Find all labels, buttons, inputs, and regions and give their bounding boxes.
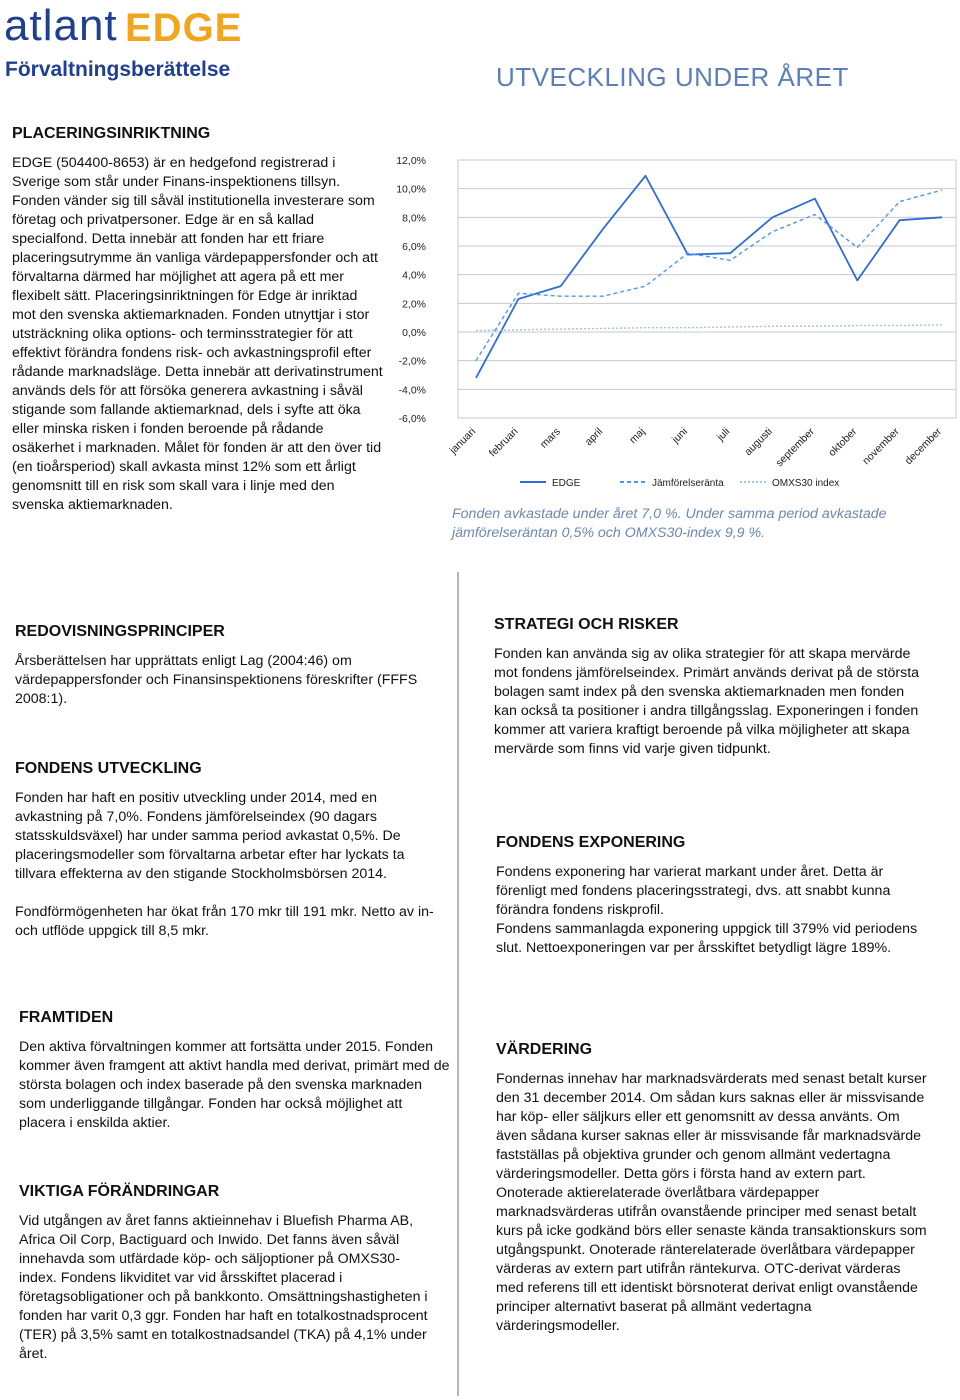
section-framtiden — [19, 1009, 451, 1133]
chart-legend — [520, 478, 839, 489]
y-tick-label: 6,0% — [402, 241, 426, 253]
series-line-edge — [476, 176, 942, 378]
section-heading: REDOVISNINGSPRINCIPER — [15, 623, 225, 640]
section-body: Fondförmögenheten har ökat från 170 mkr till 191 mkr. Netto av in- och utflöde uppgick till 8,5 mkr. — [15, 904, 434, 939]
section-strategi-och-risker — [494, 616, 926, 759]
section-heading: FONDENS EXPONERING — [496, 834, 686, 851]
chart-grid — [458, 160, 956, 418]
legend-label: EDGE — [552, 478, 581, 489]
legend-label: Jämförelseränta — [652, 478, 724, 489]
section-body: Fonden har haft en positiv utveckling under 2014, med en avkastning på 7,0%. Fondens jämförelseindex (90 dagars statsskuldsväxel) har under samma period avkastat 0,5%. De placeringsmodeller som förvaltarna arbetar efter har lyckats ta tillvara effekterna av den stigande Stockholmsbörsen 2014. — [15, 790, 405, 882]
series-line-j-mf-relser-nta — [476, 190, 942, 361]
section-body: EDGE (504400-8653) är en hedgefond registrerad i Sverige som står under Finans-inspektionens tillsyn. Fonden vänder sig till såväl institutionella investerare som företag och privatpersoner. Edge är en så kallad specialfond. Detta innebär att fonden har ett friare placeringsutrymme än vanliga värdepappersfonder och att förvaltarna därmed har möjlighet att agera på ett mer flexibelt sätt. Placeringsinriktningen för Edge är inriktad mot den svenska aktiemarknaden. Fonden utnyttjar i stor utsträckning olika options- och terminsstrategier för att effektivt förändra fondens risk- och avkastningsprofil efter rådande marknadsläge. Detta innebär att derivatinstrument används dels för att försöka generera avkastning i såväl stigande som fallande aktiemarknad, dels i syfte att öka eller minska risken i fonden beroende på rådande osäkerhet i marknaden. Målet för fonden är att den över tid (en tioårsperiod) skall avkasta minst 12% som ett årligt genomsnitt till en risk som skall vara i linje med den svenska aktiemarknaden. — [12, 155, 383, 513]
x-tick-label: september — [773, 425, 818, 470]
y-tick-label: 12,0% — [396, 155, 426, 167]
section-body: Fondens exponering har varierat markant under året. Detta är förenligt med fondens placeringsstrategi, dvs. att snabbt kunna förändra fondens riskprofil. — [496, 864, 891, 918]
y-tick-label: 2,0% — [402, 298, 426, 311]
section-body: Fonden kan använda sig av olika strategier för att skapa mervärde mot fondens jämförelseindex. Primärt används derivat på de största bolagen samt index på den svenska aktiemarknaden men fonden kan också ta positioner i andra tillgångsslag. Exponeringen i fonden kommer att variera kraftigt beroende på vilka möjligheter att skapa mervärde som finns vid varje given tidpunkt. — [494, 646, 920, 757]
brand-atlant: atlant — [4, 1, 118, 50]
y-tick-label: -4,0% — [398, 384, 426, 397]
chart-series — [476, 176, 942, 378]
x-tick-label: maj — [627, 425, 648, 447]
section-vardering — [496, 1041, 928, 1336]
section-heading: VIKTIGA FÖRÄNDRINGAR — [19, 1183, 220, 1200]
y-tick-label: 8,0% — [402, 212, 426, 225]
section-viktiga-forandringar — [19, 1183, 429, 1364]
x-tick-label: oktober — [826, 425, 860, 459]
section-heading: FRAMTIDEN — [19, 1009, 114, 1026]
y-tick-label: 10,0% — [396, 183, 426, 196]
section-body: Årsberättelsen har upprättats enligt Lag (2004:46) om värdepappersfonder och Finansinspektionens föreskrifter (FFFS 2008:1). — [15, 653, 418, 707]
section-placeringsinriktning — [12, 125, 384, 515]
page-heading: UTVECKLING UNDER ÅRET — [496, 62, 849, 92]
y-tick-label: 4,0% — [402, 269, 426, 282]
series-line-omxs30-index — [476, 325, 942, 331]
section-body: Den aktiva förvaltningen kommer att fortsätta under 2015. Fonden kommer även framgent att aktivt handla med derivat, primärt med de största bolagen och index baserade på den svenska marknaden som underliggande tillgångar. Fonden har också möjlighet att placera i enskilda aktier. — [19, 1039, 450, 1131]
x-tick-label: juni — [669, 425, 690, 446]
x-tick-label: april — [582, 425, 606, 449]
x-tick-label: mars — [537, 425, 563, 451]
section-body: Fondernas innehav har marknadsvärderats med senast betalt kurser den 31 december 2014. Om sådan kurs saknas eller är missvisande har köp- eller säljkurs eller ett genomsnitt av dessa använts. Om även sådana kurser saknas eller är missvisande får marknadsvärde fastställas på objektiva grunder och genom allmänt vedertagna värderingsmodeller. Detta görs i första hand av extern part. Onoterade aktierelaterade överlåtbara värdepapper marknadsvärderas utifrån ovanstående principer med senast betalt kurs på icke godkänd börs eller senaste kända transaktionskurs som utgångspunkt. Onoterade ränterelaterade överlåtbara värdepapper värderas av extern part utifrån räntekurva. OTC-derivat värderas med referens till ett identiskt börsnoterat derivat enligt ovanstående principer alternativt baserat på allmänt vedertagna värderingsmodeller. — [496, 1071, 927, 1334]
plot-area — [458, 160, 956, 418]
brand-edge: EDGE — [125, 6, 243, 50]
y-tick-label: 0,0% — [402, 327, 426, 339]
section-fondens-utveckling — [15, 760, 435, 941]
x-tick-label: januari — [447, 425, 479, 457]
section-heading: STRATEGI OCH RISKER — [494, 616, 679, 633]
section-redovisningsprinciper — [15, 623, 435, 709]
chart-x-axis — [447, 425, 945, 469]
y-tick-label: -6,0% — [398, 413, 426, 425]
y-tick-label: -2,0% — [398, 355, 426, 368]
section-body: Vid utgången av året fanns aktieinnehav i Bluefish Pharma AB, Africa Oil Corp, Bactiguard och Inwido. Det fanns även såväl innehavda som utfärdade köp- och säljoptioner på OMXS30-index. Fondens likviditet var vid årsskiftet placerad i företagsobligationer och på bankkonto. Omsättningshastigheten i fonden har varit 0,3 ggr. Fonden har haft en totalkostnadsprocent (TER) på 3,5% samt en totalkostnadsandel (TKA) på 4,1% under året. — [19, 1213, 428, 1362]
x-tick-label: augusti — [742, 425, 775, 459]
x-tick-label: februari — [486, 425, 521, 460]
document-title: Förvaltningsberättelse — [5, 58, 231, 81]
section-heading: FONDENS UTVECKLING — [15, 760, 202, 777]
performance-chart — [396, 148, 960, 500]
chart-caption: Fonden avkastade under året 7,0 %. Under samma period avkastade jämförelseräntan 0,5% och OMXS30-index 9,9 %. — [452, 506, 887, 541]
x-tick-label: november — [860, 425, 902, 468]
x-tick-label: juli — [714, 425, 733, 444]
section-body: Fondens sammanlagda exponering uppgick till 379% vid periodens slut. Nettoexponeringen var per årsskiftet betydligt lägre 189%. — [496, 921, 918, 956]
x-tick-label: december — [902, 425, 945, 468]
section-fondens-exponering — [496, 834, 928, 958]
section-heading: PLACERINGSINRIKTNING — [12, 125, 211, 142]
legend-label: OMXS30 index — [772, 478, 840, 489]
chart-y-axis — [396, 155, 426, 425]
section-heading: VÄRDERING — [496, 1041, 593, 1058]
column-divider — [457, 572, 459, 1396]
